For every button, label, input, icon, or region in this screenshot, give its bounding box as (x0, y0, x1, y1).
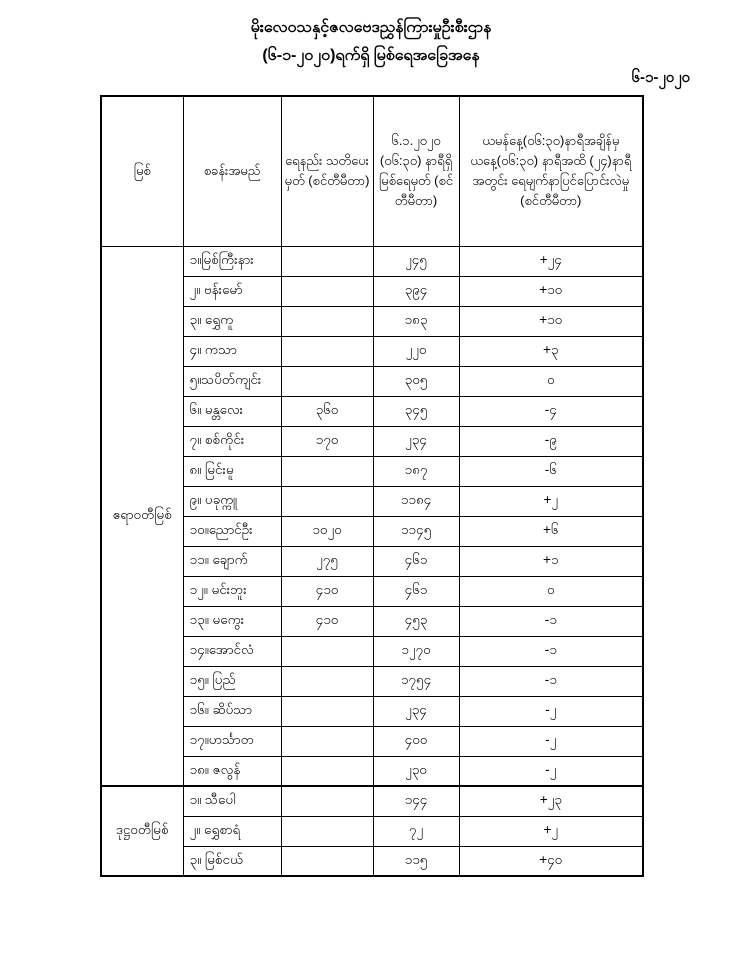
water-level-value: ၁၄၄ (373, 786, 459, 816)
change-value: -၁ (459, 606, 643, 636)
change-value: -၂ (459, 696, 643, 726)
station-name: ၁၃။ မကွေး (183, 606, 281, 636)
page-title-line2: (၆-၁-၂၀၂၀)ရက်ရှိ မြစ်ရေအခြေအနေ (262, 47, 480, 64)
report-header (0, 0, 742, 70)
change-value: +၂ (459, 486, 643, 516)
water-level-value: ၂၂၀ (373, 336, 459, 366)
header-24h-change: ယမန်နေ့(၀၆:၃၀)နာရီအချိန်မှ ယနေ့(၀၆:၃၀) နာရီအထိ (၂၄)နာရီအတွင်း ရေမျက်နာပြင်ပြောင်းလဲမှု (စင်တီမီတာ) (459, 96, 643, 246)
water-level-table (100, 95, 644, 877)
change-value: +၃ (459, 336, 643, 366)
table-row (101, 306, 643, 336)
table-row (101, 546, 643, 576)
station-name: ၇။ စစ်ကိုင်း (183, 426, 281, 456)
change-value: -၂ (459, 756, 643, 786)
warning-level-value (281, 246, 373, 276)
header-river: မြစ် (101, 96, 183, 246)
station-name: ၃။ မြစ်ငယ် (183, 846, 281, 876)
water-level-value: ၄၆၁ (373, 546, 459, 576)
water-level-value: ၁၈၇ (373, 456, 459, 486)
change-value: +၂၄ (459, 246, 643, 276)
table-row (101, 816, 643, 846)
water-level-value: ၂၃၀ (373, 756, 459, 786)
water-level-value: ၁၂၇၀ (373, 636, 459, 666)
table-row (101, 456, 643, 486)
warning-level-value (281, 276, 373, 306)
warning-level-value: ၃၆၀ (281, 396, 373, 426)
change-value: +၂ (459, 816, 643, 846)
table-row (101, 576, 643, 606)
station-name: ၁၅။ ပြည် (183, 666, 281, 696)
table-row (101, 606, 643, 636)
warning-level-value (281, 486, 373, 516)
header-current-level: ၆.၁.၂၀၂၀ (၀၆:၃၀) နာရီရှိ မြစ်ရေမှတ် (စင်တီမီတာ) (373, 96, 459, 246)
change-value: -၂ (459, 726, 643, 756)
table-row (101, 486, 643, 516)
water-level-value: ၄၆၁ (373, 576, 459, 606)
station-name: ၁၇။ဟင်္သာတ (183, 726, 281, 756)
water-level-value: ၁၁၈၄ (373, 486, 459, 516)
change-value: +၁၀ (459, 276, 643, 306)
table-header-row (101, 96, 643, 246)
warning-level-value (281, 336, 373, 366)
water-level-value: ၄၀၀ (373, 726, 459, 756)
table-row (101, 786, 643, 816)
water-level-value: ၇၂ (373, 816, 459, 846)
station-name: ၄။ ကသာ (183, 336, 281, 366)
table-row (101, 276, 643, 306)
water-level-value: ၄၅၃ (373, 606, 459, 636)
table-row (101, 666, 643, 696)
table-row (101, 516, 643, 546)
page-title-line1: မိုးလေဝသနှင့်ဇလဗေဒညွှန်ကြားမှုဦးစီးဌာန (250, 19, 492, 36)
water-level-value: ၂၃၄ (373, 696, 459, 726)
warning-level-value (281, 846, 373, 876)
change-value: -၆ (459, 456, 643, 486)
station-name: ၁၆။ ဆိပ်သာ (183, 696, 281, 726)
river-group-label: ဧရာဝတီမြစ် (101, 246, 183, 786)
water-level-table-container (100, 95, 642, 877)
warning-level-value: ၁၀၂၀ (281, 516, 373, 546)
warning-level-value: ၄၁၀ (281, 606, 373, 636)
table-row (101, 246, 643, 276)
water-level-value: ၂၄၅ (373, 246, 459, 276)
table-row (101, 636, 643, 666)
station-name: ၃။ ရွှေကူ (183, 306, 281, 336)
change-value: +၁၀ (459, 306, 643, 336)
station-name: ၁၀။ညောင်ဦး (183, 516, 281, 546)
water-level-value: ၃၀၅ (373, 366, 459, 396)
table-row (101, 366, 643, 396)
water-level-value: ၃၄၅ (373, 396, 459, 426)
warning-level-value (281, 306, 373, 336)
table-row (101, 426, 643, 456)
change-value: ၀ (459, 366, 643, 396)
station-name: ၅။သပိတ်ကျင်း (183, 366, 281, 396)
warning-level-value: ၂၇၅ (281, 546, 373, 576)
warning-level-value (281, 696, 373, 726)
change-value: +၆ (459, 516, 643, 546)
river-group-label: ဒုဋ္ဌဝတီမြစ် (101, 786, 183, 876)
station-name: ၁။ သီပေါ (183, 786, 281, 816)
warning-level-value: ၁၇၀ (281, 426, 373, 456)
change-value: +၄၀ (459, 846, 643, 876)
station-name: ၁၁။ ချောက် (183, 546, 281, 576)
change-value: -၁ (459, 666, 643, 696)
change-value: ၀ (459, 576, 643, 606)
station-name: ၁၄။အောင်လံ (183, 636, 281, 666)
station-name: ၈။ မြင်းမူ (183, 456, 281, 486)
water-level-value: ၁၈၃ (373, 306, 459, 336)
table-row (101, 846, 643, 876)
change-value: +၂၃ (459, 786, 643, 816)
water-level-value: ၁၁၄၅ (373, 516, 459, 546)
warning-level-value (281, 456, 373, 486)
header-station: စခန်းအမည် (183, 96, 281, 246)
station-name: ၁၂။ မင်းဘူး (183, 576, 281, 606)
change-value: -၉ (459, 426, 643, 456)
station-name: ၂။ ဗန်းမော် (183, 276, 281, 306)
station-name: ၉။ ပခုက္ကူ (183, 486, 281, 516)
station-name: ၁။မြစ်ကြီးနား (183, 246, 281, 276)
station-name: ၁၈။ ဇလွန် (183, 756, 281, 786)
table-row (101, 336, 643, 366)
table-row (101, 696, 643, 726)
table-row (101, 396, 643, 426)
station-name: ၂။ ရွှေစာရံ (183, 816, 281, 846)
warning-level-value (281, 636, 373, 666)
table-row (101, 756, 643, 786)
water-level-value: ၁၇၅၄ (373, 666, 459, 696)
warning-level-value (281, 786, 373, 816)
change-value: -၄ (459, 396, 643, 426)
header-warning-level: ရေနည်း သတိပေးမှတ် (စင်တီမီတာ) (281, 96, 373, 246)
warning-level-value (281, 726, 373, 756)
table-row (101, 726, 643, 756)
water-level-value: ၃၉၄ (373, 276, 459, 306)
warning-level-value (281, 366, 373, 396)
station-name: ၆။ မန္တလေး (183, 396, 281, 426)
water-level-value: ၂၃၄ (373, 426, 459, 456)
warning-level-value: ၄၁၀ (281, 576, 373, 606)
warning-level-value (281, 666, 373, 696)
report-date: ၆-၁-၂၀၂၀ (631, 69, 690, 86)
warning-level-value (281, 816, 373, 846)
change-value: -၁ (459, 636, 643, 666)
warning-level-value (281, 756, 373, 786)
water-level-value: ၁၁၅ (373, 846, 459, 876)
change-value: +၁ (459, 546, 643, 576)
